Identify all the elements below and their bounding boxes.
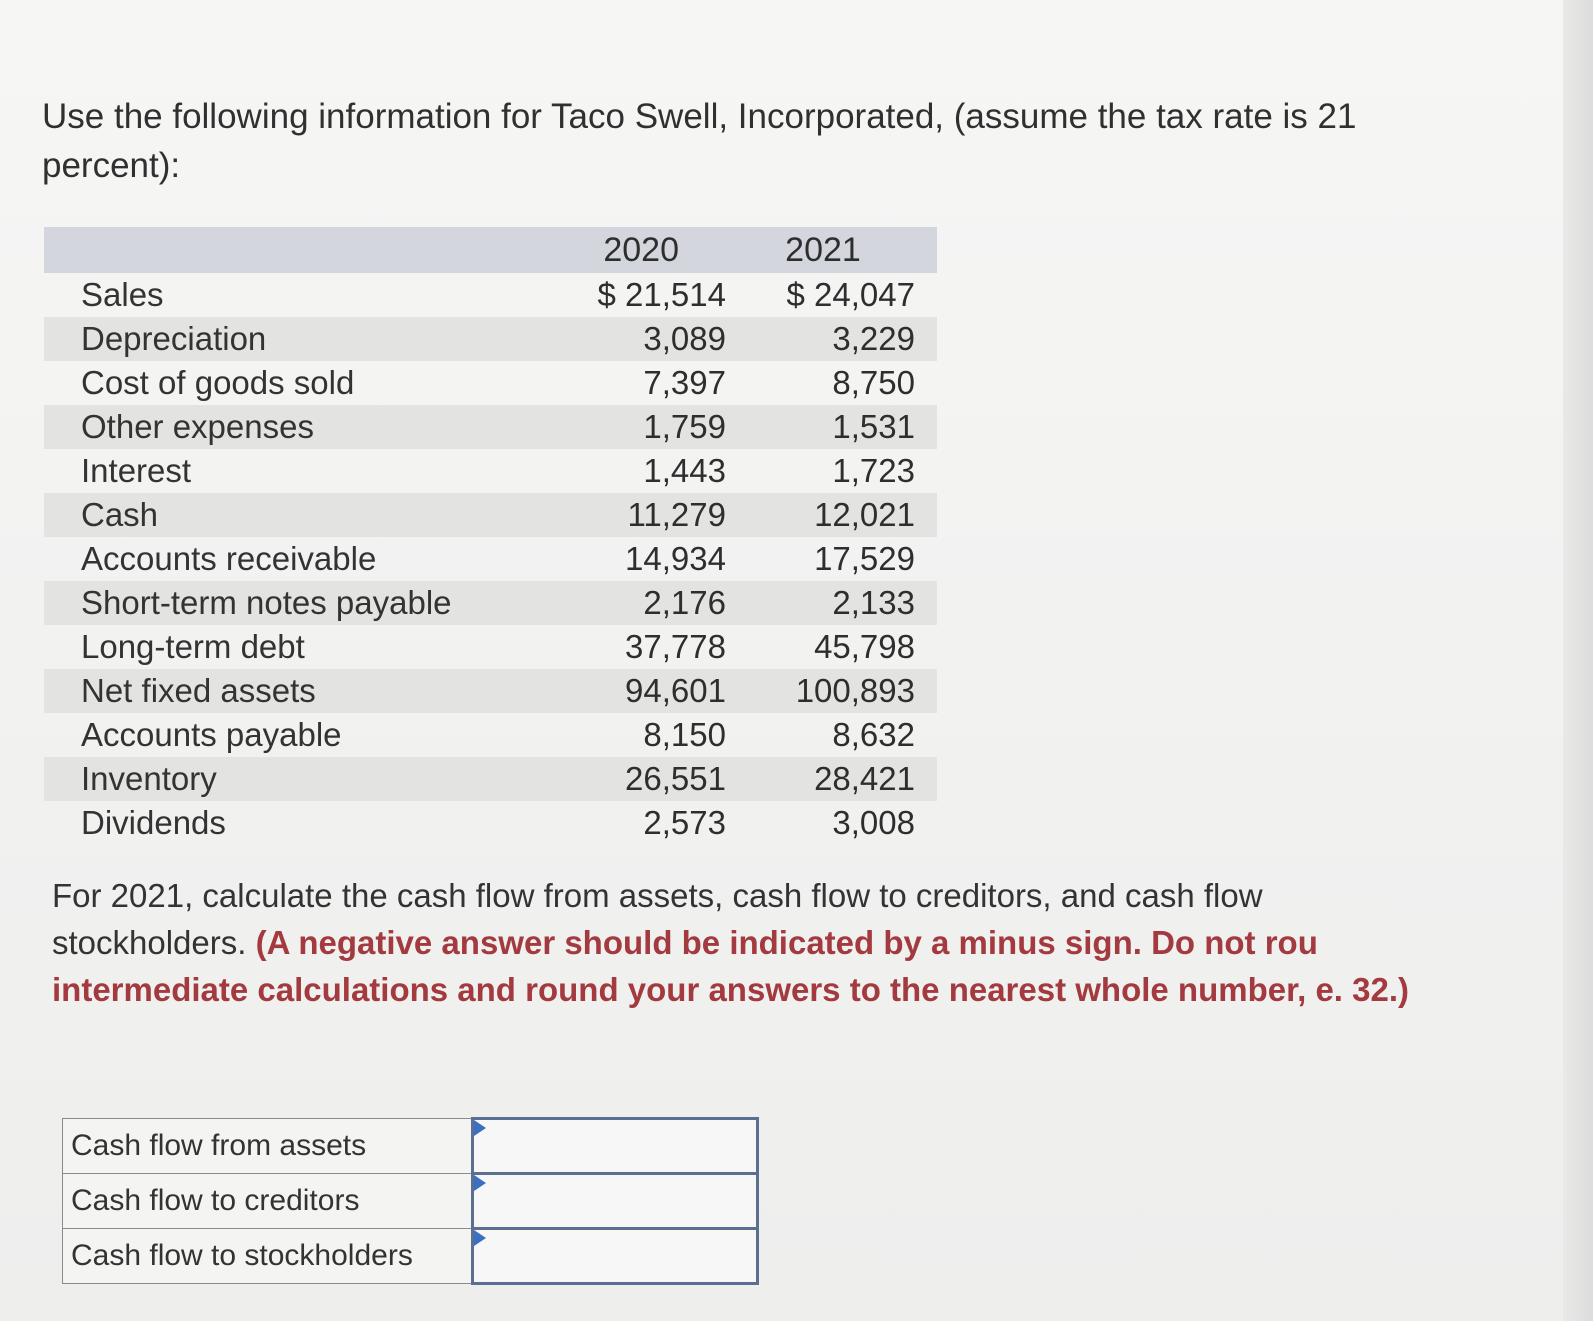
question-instructions: (A negative answer should be indicated by a minus sign. Do not rou intermediate calculations and round your answers to the nearest whole number, e. 32.) (52, 924, 1410, 1008)
row-value-2020: 8,150 (643, 716, 726, 753)
row-value-2021: 8,750 (832, 364, 915, 401)
row-value-2021: 8,632 (832, 716, 915, 753)
header-year-2020: 2020 (603, 230, 679, 269)
cash-flow-to-stockholders-input[interactable] (474, 1230, 756, 1282)
cash-flow-to-creditors-input[interactable] (474, 1175, 756, 1227)
row-label: Cost of goods sold (81, 364, 355, 401)
input-marker-icon (474, 1120, 486, 1136)
table-row (44, 801, 937, 845)
table-header-row (44, 227, 937, 273)
table-row (44, 449, 937, 493)
row-value-2020: 14,934 (625, 540, 726, 577)
table-row (44, 669, 937, 713)
table-row (44, 273, 937, 317)
table-row (44, 625, 937, 669)
input-marker-icon (474, 1175, 486, 1191)
answer-table (62, 1117, 759, 1285)
row-label: Other expenses (81, 408, 314, 445)
header-year-2021: 2021 (785, 230, 861, 269)
row-value-2020: 3,089 (643, 320, 726, 357)
question-text (52, 872, 1452, 1013)
row-value-2021: 1,723 (832, 452, 915, 489)
table-row (44, 361, 937, 405)
row-label: Accounts payable (81, 716, 342, 753)
financial-data-table (44, 227, 937, 845)
row-value-2021: 3,229 (832, 320, 915, 357)
answer-row (63, 1119, 758, 1174)
row-value-2021: $ 24,047 (786, 276, 915, 313)
answer-cell (473, 1119, 758, 1174)
table-row (44, 405, 937, 449)
table-row (44, 317, 937, 361)
intro-text: Use the following information for Taco Swell, Incorporated, (assume the tax rate is 21 percent): (42, 97, 1357, 185)
table-row (44, 537, 937, 581)
row-value-2020: $ 21,514 (597, 276, 726, 313)
table-row (44, 493, 937, 537)
row-value-2020: 1,759 (643, 408, 726, 445)
row-value-2020: 37,778 (625, 628, 726, 665)
table-row (44, 757, 937, 801)
answer-cell (473, 1229, 758, 1284)
row-label: Long-term debt (81, 628, 305, 665)
row-value-2021: 45,798 (814, 628, 915, 665)
answer-label-cash-flow-to-creditors: Cash flow to creditors (63, 1174, 473, 1229)
answer-label-cash-flow-to-stockholders: Cash flow to stockholders (63, 1229, 473, 1284)
row-label: Inventory (81, 760, 217, 797)
row-value-2020: 1,443 (643, 452, 726, 489)
answer-cell (473, 1174, 758, 1229)
row-label: Cash (81, 496, 159, 533)
row-value-2021: 100,893 (795, 672, 915, 709)
row-label: Dividends (81, 804, 226, 841)
row-value-2021: 28,421 (814, 760, 915, 797)
screen-edge (1563, 0, 1593, 1321)
row-label: Sales (81, 276, 164, 313)
row-label: Net fixed assets (81, 672, 316, 709)
header-blank-cell (44, 227, 555, 273)
row-value-2021: 1,531 (832, 408, 915, 445)
answer-row (63, 1174, 758, 1229)
input-marker-icon (474, 1230, 486, 1246)
row-value-2021: 3,008 (832, 804, 915, 841)
row-value-2020: 2,176 (643, 584, 726, 621)
row-value-2021: 12,021 (814, 496, 915, 533)
answer-label-cash-flow-from-assets: Cash flow from assets (63, 1119, 473, 1174)
table-row (44, 581, 937, 625)
row-label: Accounts receivable (81, 540, 377, 577)
question-prompt: For 2021, calculate the cash flow from assets, cash flow to creditors, and cash flow stockholders. (52, 877, 1263, 961)
row-value-2020: 94,601 (625, 672, 726, 709)
row-value-2020: 7,397 (643, 364, 726, 401)
row-value-2021: 17,529 (814, 540, 915, 577)
row-value-2020: 2,573 (643, 804, 726, 841)
row-label: Short-term notes payable (81, 584, 452, 621)
table-row (44, 713, 937, 757)
cash-flow-from-assets-input[interactable] (474, 1120, 756, 1172)
answer-row (63, 1229, 758, 1284)
row-value-2021: 2,133 (832, 584, 915, 621)
row-value-2020: 11,279 (627, 496, 726, 533)
row-value-2020: 26,551 (625, 760, 726, 797)
row-label: Depreciation (81, 320, 267, 357)
row-label: Interest (81, 452, 192, 489)
